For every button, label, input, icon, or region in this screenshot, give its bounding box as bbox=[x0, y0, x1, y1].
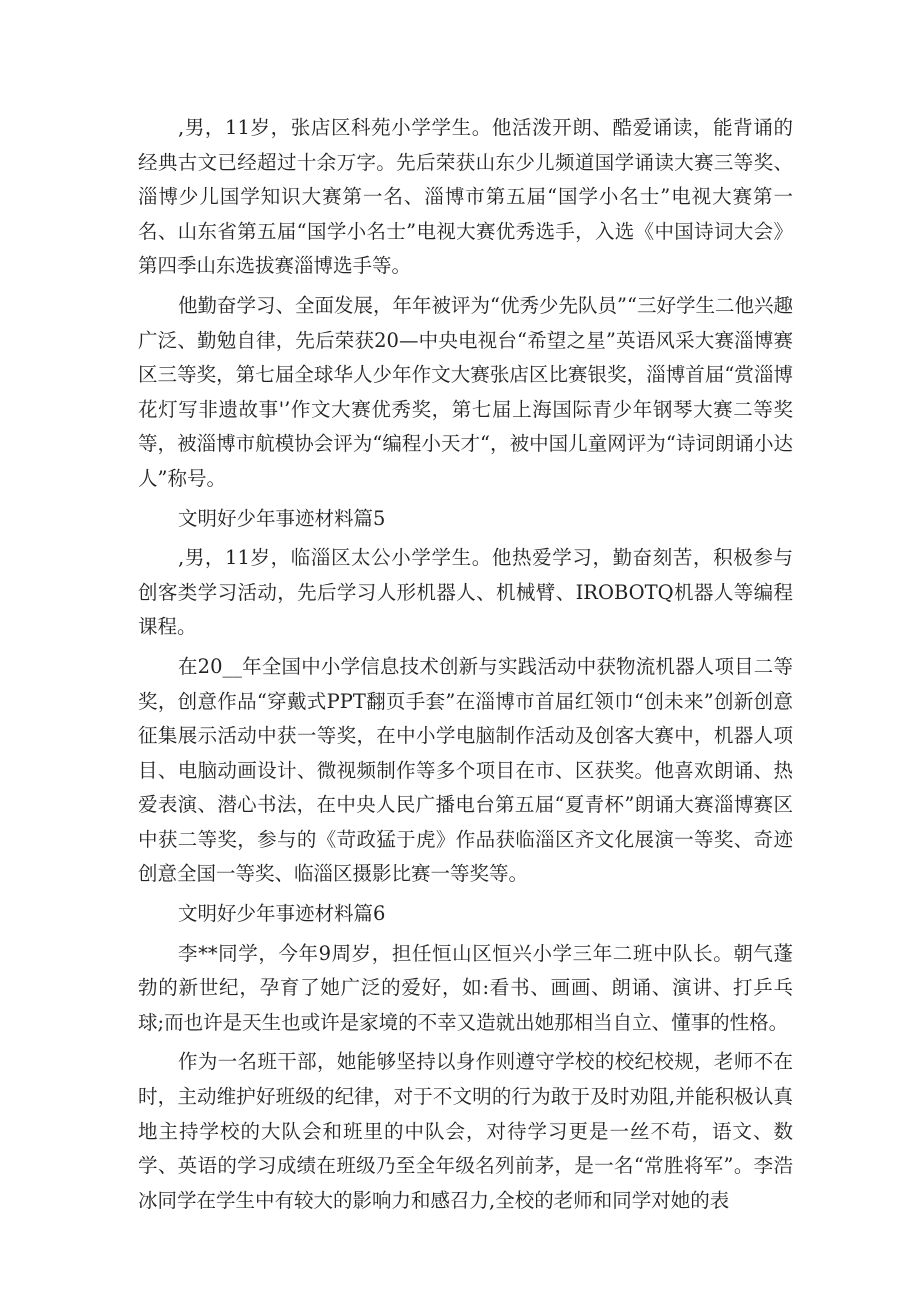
paragraph-profile-5-achievements: 在20__年全国中小学信息技术创新与实践活动中获物流机器人项目二等奖，创意作品“穿戴式PPT翻页手套”在淄博市首届红领巾“创未来”创新创意征集展示活动中获一等奖，在中小学电脑制作活动及创客大赛中，机器人项目、电脑动画设计、微视频制作等多个项目在市、区获奖。他喜欢朗诵、热爱表演、潜心书法，在中央人民广播电台第五届“夏青杯”朗诵大赛淄博赛区中获二等奖，参与的《苛政猛于虎》作品获临淄区齐文化展演一等奖、奇迹创意全国一等奖、临淄区摄影比赛一等奖等。 bbox=[138, 654, 793, 886]
paragraph-profile-1-achievements: 他勤奋学习、全面发展，年年被评为“优秀少先队员”“三好学生二他兴趣广泛、勤勉自律，先后荣获20—中央电视台“希望之星”英语风采大赛淄博赛区三等奖，第七届全球华人少年作文大赛张店区比赛银奖，淄博首届“赏淄博花灯写非遗故事'’作文大赛优秀奖，第七届上海国际青少年钢琴大赛二等奖等，被淄博市航模协会评为“编程小天才“，被中国儿童网评为“诗词朗诵小达人”称号。 bbox=[138, 293, 793, 490]
paragraph-profile-6-details: 作为一名班干部，她能够坚持以身作则遵守学校的校纪校规，老师不在时，主动维护好班级的纪律，对于不文明的行为敢于及时劝阻,并能积极认真地主持学校的大队会和班里的中队会，对待学习更是一丝不苟，语文、数学、英语的学习成绩在班级乃至全年级名列前茅，是一名“常胜将军”。李浩冰同学在学生中有较大的影响力和感召力,全校的老师和同学对她的表 bbox=[138, 1050, 793, 1212]
document-body bbox=[138, 111, 793, 1223]
paragraph-profile-1: ,男，11岁，张店区科苑小学学生。他活泼开朗、酷爱诵读，能背诵的经典古文已经超过十余万字。先后荣获山东少儿频道国学诵读大赛三等奖、淄博少儿国学知识大赛第一名、淄博市第五届“国学小名士”电视大赛第一名、山东省第五届“国学小名士”电视大赛优秀选手，入选《中国诗词大会》第四季山东选拔赛淄博选手等。 bbox=[138, 116, 793, 278]
section-heading-5: 文明好少年事迹材料篇5 bbox=[178, 506, 386, 530]
section-heading-6: 文明好少年事迹材料篇6 bbox=[178, 902, 386, 926]
paragraph-profile-5: ,男，11岁，临淄区太公小学学生。他热爱学习，勤奋刻苦，积极参与创客类学习活动，先后学习人形机器人、机械臂、IROBOTQ机器人等编程课程。 bbox=[138, 546, 793, 639]
paragraph-profile-6: 李**同学，今年9周岁，担任恒山区恒兴小学三年二班中队长。朝气蓬勃的新世纪，孕育了她广泛的爱好，如:看书、画画、朗诵、演讲、打乒乓球;而也许是天生也或许是家境的不幸又造就出她那相当自立、懂事的性格。 bbox=[138, 941, 793, 1034]
